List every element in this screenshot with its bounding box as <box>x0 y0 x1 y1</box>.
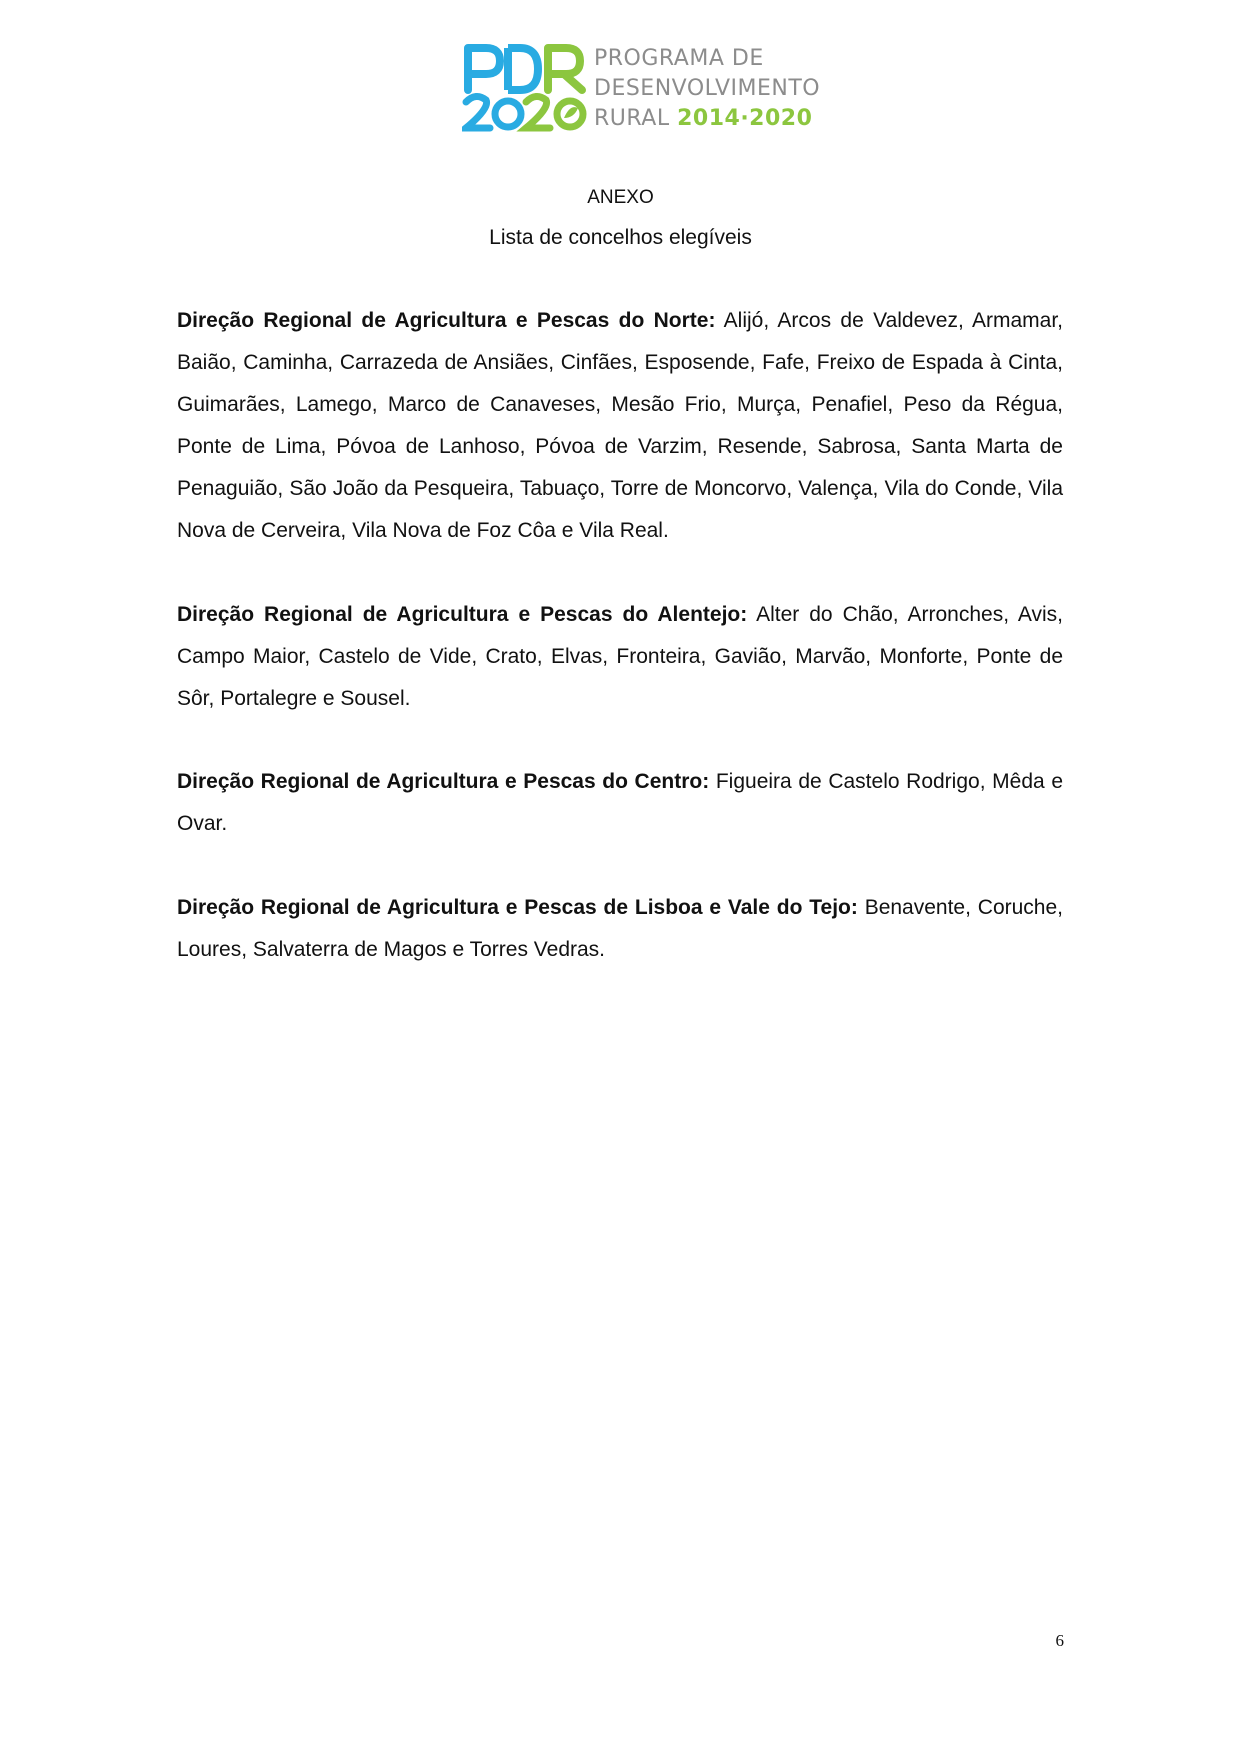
pdr2020-logo <box>462 44 822 134</box>
logo-years: 2014·2020 <box>677 106 813 131</box>
municipality-list: Alijó, Arcos de Valdevez, Armamar, Baião, Caminha, Carrazeda de Ansiães, Cinfães, Esposende, Fafe, Freixo de Espada à Cinta, Guimarães, Lamego, Marco de Canaveses, Mesão Frio, Murça, Penafiel, Peso da Régua, Ponte de Lima, Póvoa de Lanhoso, Póvoa de Varzim, Resende, Sabrosa, Santa Marta de Penaguião, São João da Pesqueira, Tabuaço, Torre de Moncorvo, Valença, Vila do Conde, Vila Nova de Cerveira, Vila Nova de Foz Côa e Vila Real. <box>177 309 1063 542</box>
region-name: Direção Regional de Agricultura e Pescas do Centro: <box>177 770 710 793</box>
section-norte <box>177 300 1063 552</box>
section-lisboa-vale-tejo <box>177 887 1063 971</box>
municipality-list: Benavente, Coruche, Loures, Salvaterra de Magos e Torres Vedras. <box>177 896 1063 961</box>
logo-line-3-prefix: RURAL <box>594 106 678 131</box>
page-number: 6 <box>1055 1631 1064 1650</box>
logo-wordmark <box>594 44 824 134</box>
region-name: Direção Regional de Agricultura e Pescas do Alentejo: <box>177 603 748 626</box>
pdr2020-logo-mark <box>462 44 592 134</box>
annex-subtitle: Lista de concelhos elegíveis <box>489 226 752 249</box>
logo-line-1: PROGRAMA DE <box>594 46 764 71</box>
logo-line-2: DESENVOLVIMENTO <box>594 76 821 101</box>
municipality-list: Figueira de Castelo Rodrigo, Mêda e Ovar. <box>177 770 1063 835</box>
section-centro <box>177 761 1063 845</box>
municipality-list: Alter do Chão, Arronches, Avis, Campo Maior, Castelo de Vide, Crato, Elvas, Fronteira, Gavião, Marvão, Monforte, Ponte de Sôr, Portalegre e Sousel. <box>177 603 1063 710</box>
annex-heading: ANEXO <box>587 187 654 208</box>
region-name: Direção Regional de Agricultura e Pescas de Lisboa e Vale do Tejo: <box>177 896 858 919</box>
logo-line-3 <box>594 104 824 134</box>
section-alentejo <box>177 594 1063 720</box>
region-name: Direção Regional de Agricultura e Pescas do Norte: <box>177 309 716 332</box>
